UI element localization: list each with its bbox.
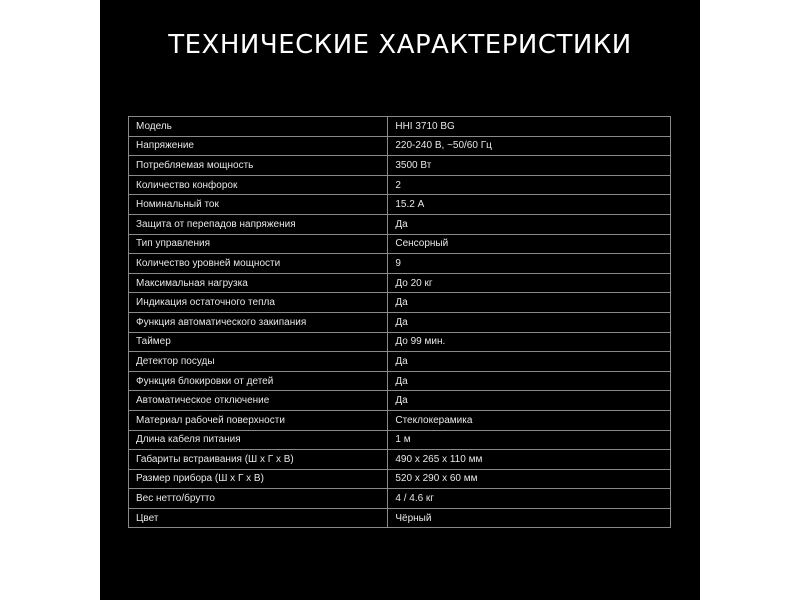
spec-row	[129, 508, 671, 528]
spec-value: 9	[388, 254, 671, 274]
spec-table-body	[129, 117, 671, 528]
spec-value: 520 х 290 х 60 мм	[388, 469, 671, 489]
spec-key: Функция автоматического закипания	[129, 312, 388, 332]
spec-value: 490 х 265 х 110 мм	[388, 450, 671, 470]
spec-panel	[100, 0, 700, 600]
spec-key: Вес нетто/брутто	[129, 489, 388, 509]
spec-value: Да	[388, 312, 671, 332]
spec-key: Потребляемая мощность	[129, 156, 388, 176]
spec-key: Цвет	[129, 508, 388, 528]
spec-value: 1 м	[388, 430, 671, 450]
spec-value: HHI 3710 BG	[388, 117, 671, 137]
spec-table	[128, 116, 671, 528]
spec-value: 4 / 4.6 кг	[388, 489, 671, 509]
spec-value: 2	[388, 175, 671, 195]
spec-value: До 99 мин.	[388, 332, 671, 352]
spec-row	[129, 450, 671, 470]
spec-row	[129, 136, 671, 156]
spec-row	[129, 352, 671, 372]
spec-row	[129, 410, 671, 430]
spec-key: Габариты встраивания (Ш х Г х В)	[129, 450, 388, 470]
spec-row	[129, 391, 671, 411]
spec-row	[129, 273, 671, 293]
spec-key: Автоматическое отключение	[129, 391, 388, 411]
spec-row	[129, 175, 671, 195]
spec-row	[129, 371, 671, 391]
spec-key: Количество конфорок	[129, 175, 388, 195]
spec-key: Размер прибора (Ш х Г х В)	[129, 469, 388, 489]
spec-row	[129, 195, 671, 215]
spec-row	[129, 469, 671, 489]
spec-value: До 20 кг	[388, 273, 671, 293]
spec-row	[129, 234, 671, 254]
spec-key: Модель	[129, 117, 388, 137]
spec-key: Индикация остаточного тепла	[129, 293, 388, 313]
spec-value: Стеклокерамика	[388, 410, 671, 430]
page-title: ТЕХНИЧЕСКИЕ ХАРАКТЕРИСТИКИ	[168, 30, 632, 60]
spec-key: Детектор посуды	[129, 352, 388, 372]
spec-row	[129, 312, 671, 332]
spec-row	[129, 117, 671, 137]
spec-value: Да	[388, 391, 671, 411]
spec-row	[129, 214, 671, 234]
spec-row	[129, 156, 671, 176]
spec-key: Тип управления	[129, 234, 388, 254]
spec-row	[129, 293, 671, 313]
spec-value: Да	[388, 293, 671, 313]
spec-key: Функция блокировки от детей	[129, 371, 388, 391]
spec-key: Защита от перепадов напряжения	[129, 214, 388, 234]
spec-row	[129, 254, 671, 274]
spec-key: Максимальная нагрузка	[129, 273, 388, 293]
spec-value: 15.2 А	[388, 195, 671, 215]
spec-key: Номинальный ток	[129, 195, 388, 215]
spec-value: Да	[388, 371, 671, 391]
spec-key: Таймер	[129, 332, 388, 352]
spec-key: Материал рабочей поверхности	[129, 410, 388, 430]
spec-value: Сенсорный	[388, 234, 671, 254]
spec-value: 220-240 В, ~50/60 Гц	[388, 136, 671, 156]
spec-value: Чёрный	[388, 508, 671, 528]
spec-row	[129, 489, 671, 509]
spec-value: Да	[388, 214, 671, 234]
spec-key: Напряжение	[129, 136, 388, 156]
spec-row	[129, 430, 671, 450]
spec-value: Да	[388, 352, 671, 372]
spec-key: Количество уровней мощности	[129, 254, 388, 274]
spec-key: Длина кабеля питания	[129, 430, 388, 450]
spec-value: 3500 Вт	[388, 156, 671, 176]
spec-row	[129, 332, 671, 352]
